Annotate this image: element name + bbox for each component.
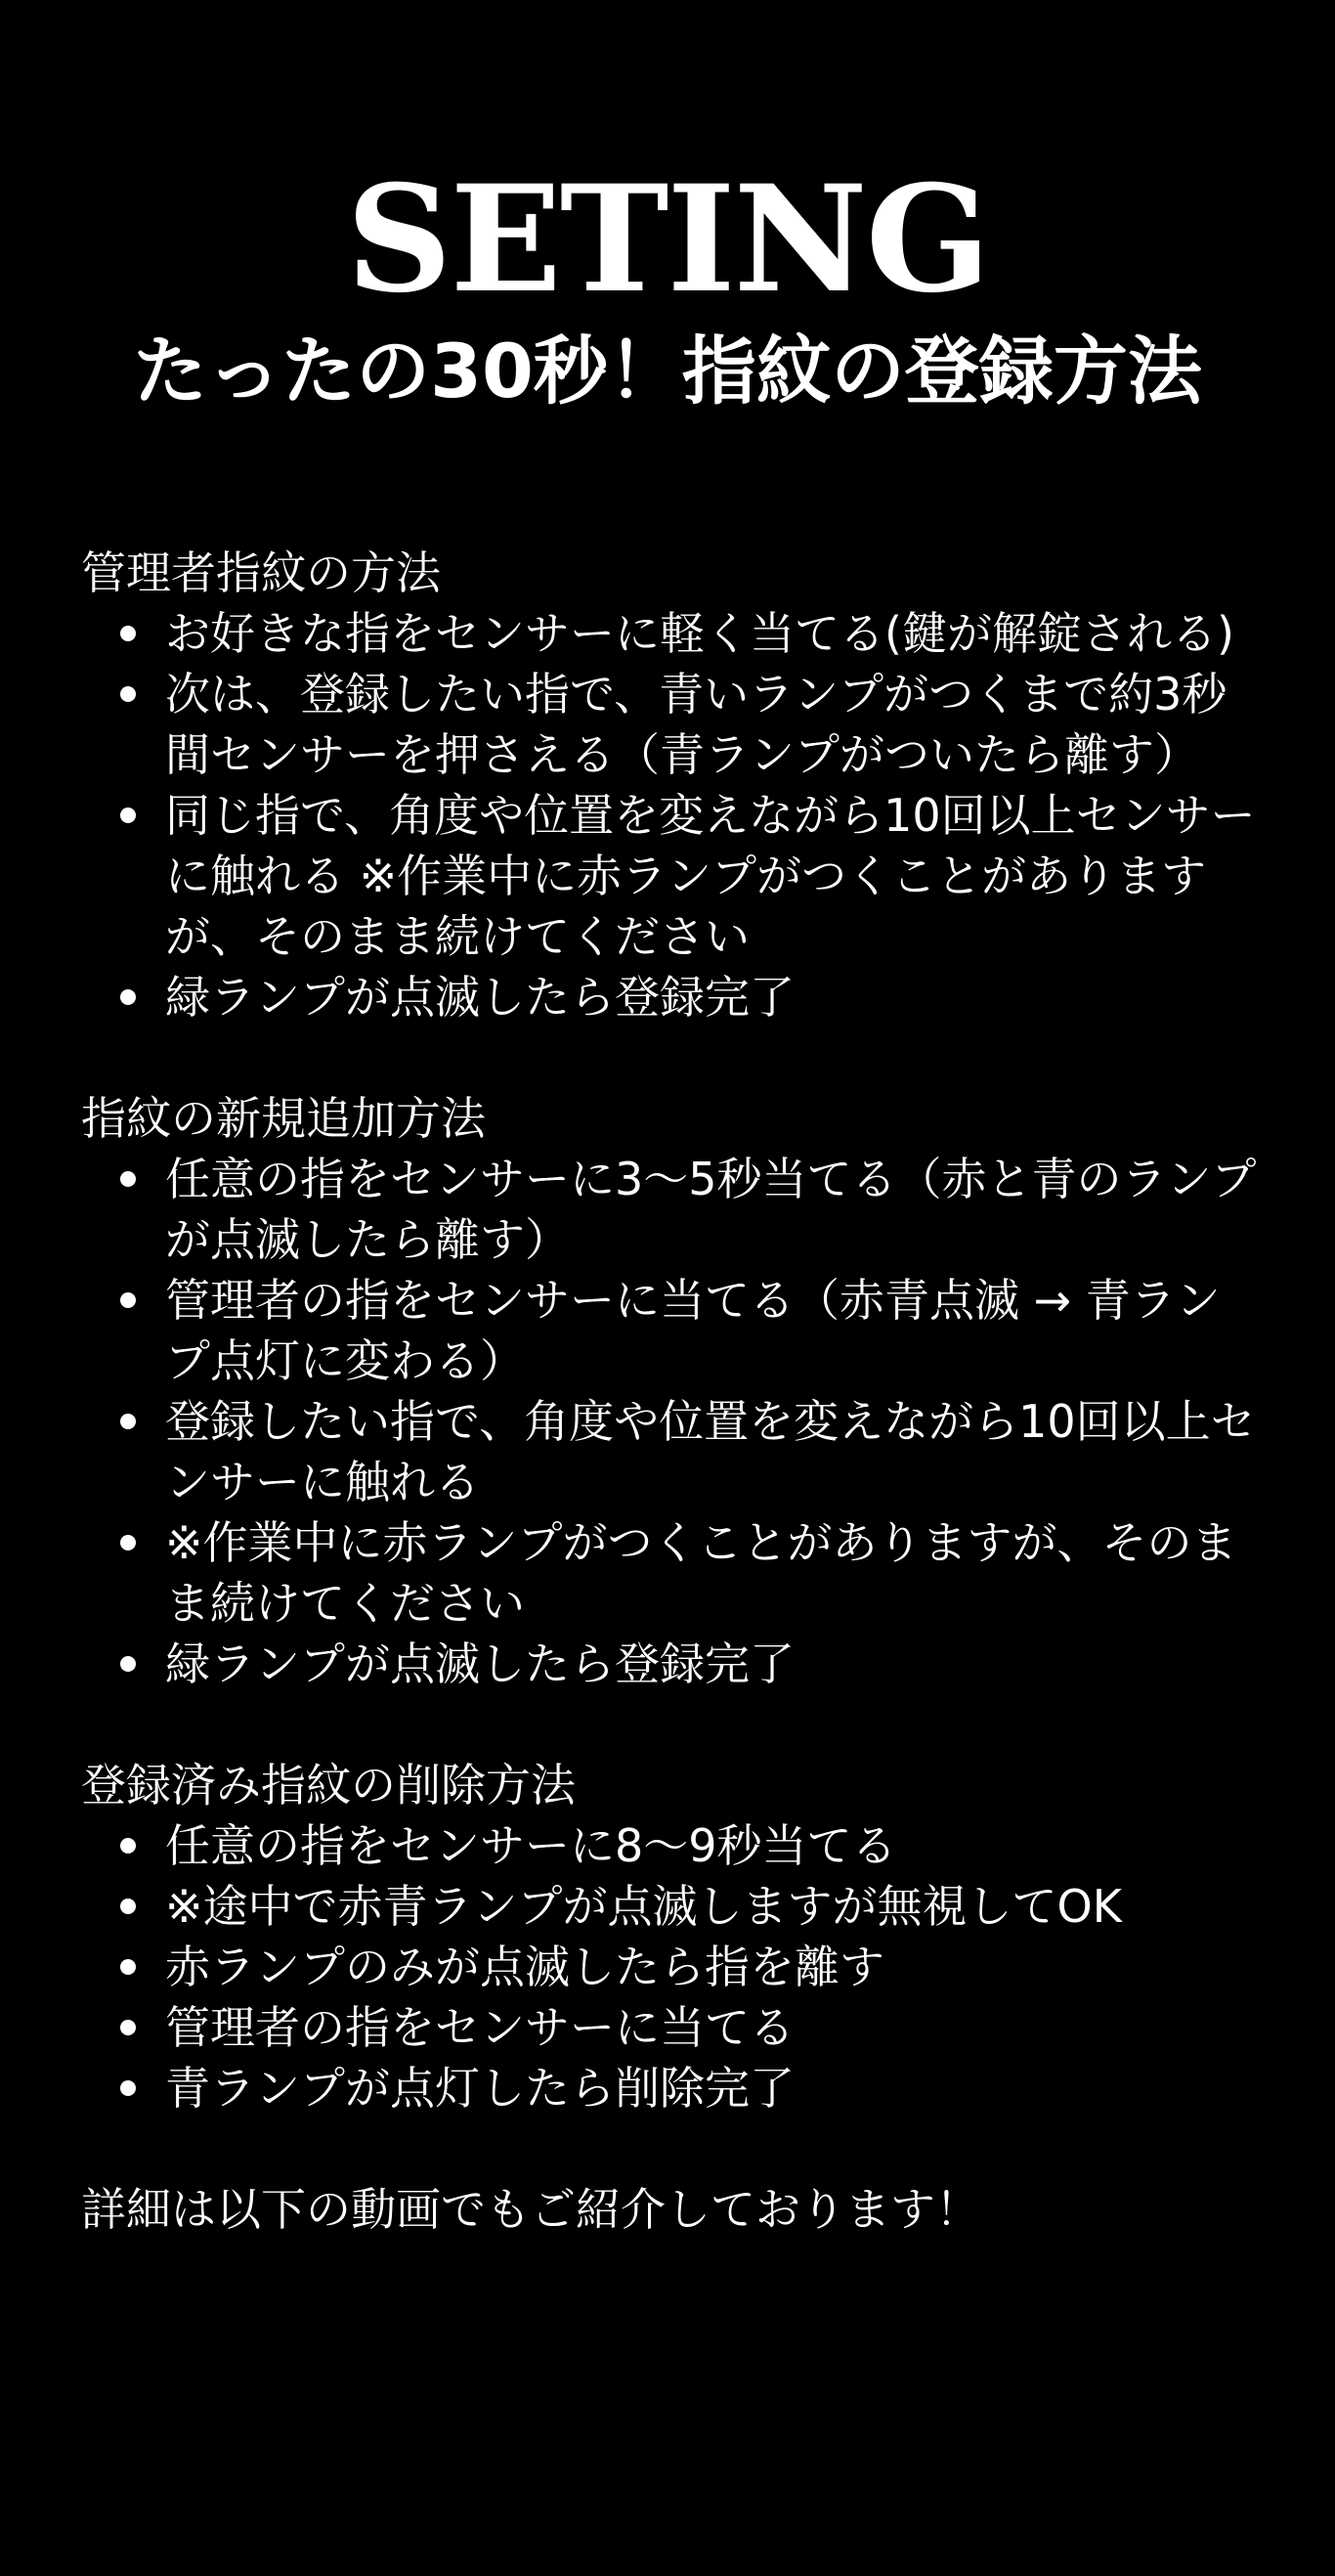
step-list xyxy=(81,1815,1264,2118)
list-item xyxy=(81,1512,1264,1634)
list-item xyxy=(81,1149,1264,1270)
step-list xyxy=(81,603,1264,1027)
list-item xyxy=(81,664,1264,785)
list-item xyxy=(81,1270,1264,1391)
bullet-icon xyxy=(120,1838,136,1854)
bullet-icon xyxy=(120,1414,136,1429)
step-list xyxy=(81,1149,1264,1694)
step-text: ※作業中に赤ランプがつくことがありますが、そのまま続けてください xyxy=(165,1516,1237,1630)
step-text: 登録したい指で、角度や位置を変えながら10回以上センサーに触れる xyxy=(165,1395,1256,1508)
footer-note: 詳細は以下の動画でもご紹介しております！ xyxy=(81,2183,980,2236)
list-item xyxy=(81,1634,1264,1694)
bullet-icon xyxy=(120,1292,136,1308)
section-add-fingerprint xyxy=(81,1088,1264,1694)
list-item xyxy=(81,1391,1264,1512)
bullet-icon xyxy=(120,989,136,1005)
step-text: 緑ランプが点滅したら登録完了 xyxy=(165,1637,795,1690)
step-text: 赤ランプのみが点滅したら指を離す xyxy=(165,1941,884,1993)
step-text: 青ランプが点灯したら削除完了 xyxy=(165,2062,795,2115)
bullet-icon xyxy=(120,626,136,641)
bullet-icon xyxy=(120,1959,136,1975)
bullet-icon xyxy=(120,1656,136,1672)
bullet-icon xyxy=(120,1171,136,1187)
section-delete-fingerprint xyxy=(81,1755,1264,2118)
bullet-icon xyxy=(120,686,136,702)
list-item xyxy=(81,603,1264,664)
step-text: 任意の指をセンサーに8〜9秒当てる xyxy=(165,1819,897,1872)
bullet-icon xyxy=(120,808,136,823)
step-text: 同じ指で、角度や位置を変えながら10回以上センサーに触れる ※作業中に赤ランプがつくことがありますが、そのまま続けてください xyxy=(165,789,1256,963)
list-item xyxy=(81,2058,1264,2118)
step-text: お好きな指をセンサーに軽く当てる(鍵が解錠される) xyxy=(165,607,1234,660)
bullet-icon xyxy=(120,1535,136,1550)
step-text: 次は、登録したい指で、青いランプがつくまで約3秒間センサーを押さえる（青ランプがついたら離す） xyxy=(165,668,1227,781)
step-text: 管理者の指をセンサーに当てる xyxy=(165,2001,795,2054)
list-item xyxy=(81,1815,1264,1876)
list-item xyxy=(81,1937,1264,1997)
step-text: 任意の指をセンサーに3〜5秒当てる（赤と青のランプが点滅したら離す） xyxy=(165,1153,1257,1266)
step-text: 管理者の指をセンサーに当てる（赤青点滅 → 青ランプ点灯に変わる） xyxy=(165,1274,1221,1387)
page-subtitle: たったの30秒！指紋の登録方法 xyxy=(133,327,1202,415)
section-heading: 指紋の新規追加方法 xyxy=(81,1092,486,1145)
list-item xyxy=(81,1876,1264,1937)
list-item xyxy=(81,785,1264,967)
step-text: 緑ランプが点滅したら登録完了 xyxy=(165,971,795,1024)
section-heading: 登録済み指紋の削除方法 xyxy=(81,1759,576,1812)
bullet-icon xyxy=(120,2080,136,2096)
section-admin-fingerprint xyxy=(81,543,1264,1027)
instruction-content xyxy=(81,543,1264,2240)
step-text: ※途中で赤青ランプが点滅しますが無視してOK xyxy=(165,1880,1122,1933)
page-title: SETING xyxy=(346,153,989,326)
list-item xyxy=(81,1997,1264,2058)
bullet-icon xyxy=(120,2020,136,2035)
list-item xyxy=(81,967,1264,1027)
section-heading: 管理者指紋の方法 xyxy=(81,546,441,599)
bullet-icon xyxy=(120,1899,136,1914)
